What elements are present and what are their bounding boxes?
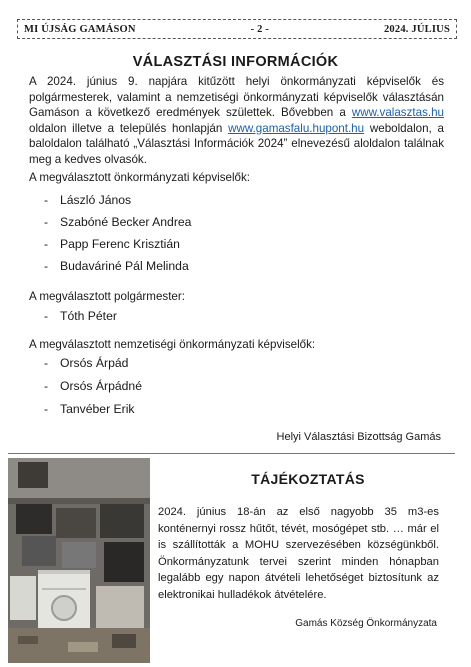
list-dash: - — [44, 215, 49, 229]
list-dash: - — [44, 309, 49, 323]
page-header — [17, 19, 457, 39]
page-number: - 2 - — [250, 23, 270, 35]
notice-title: TÁJÉKOZTATÁS — [251, 471, 365, 487]
reps-label: A megválasztott önkormányzati képviselők: — [29, 171, 251, 184]
minority-name: Orsós Árpád — [60, 356, 129, 370]
list-dash: - — [44, 402, 49, 416]
election-signature: Helyi Választási Bizottság Gamás — [276, 431, 441, 443]
election-intro — [29, 74, 444, 168]
rep-name: Papp Ferenc Krisztián — [60, 237, 180, 251]
minority-label: A megválasztott nemzetiségi önkormányzati képviselők: — [29, 338, 316, 351]
newspaper-name: MI ÚJSÁG GAMÁSON — [24, 23, 136, 35]
notice-body: 2024. június 18-án az első nagyobb 35 m3-es konténernyi rossz hűtőt, tévét, mosógépet stb. … már el is szállították a MOHU szervezésében községünkből. Önkormányzatunk tervei szerint minden hónapban legalább egy napon átvételi lehetőséget biztosítunk az elektronikai hulladékok átvételére. — [158, 506, 439, 601]
rep-item — [44, 259, 189, 273]
election-title: VÁLASZTÁSI INFORMÁCIÓK — [132, 54, 339, 70]
section-divider — [8, 453, 455, 454]
rep-name: László János — [60, 193, 132, 207]
rep-name: Szabóné Becker Andrea — [60, 215, 192, 229]
rep-name: Budaváriné Pál Melinda — [60, 259, 189, 273]
e-waste-photo — [8, 458, 150, 663]
notice-signature: Gamás Község Önkormányzata — [295, 618, 437, 629]
minority-item — [44, 402, 135, 416]
intro-text-1: A 2024. június 9. napjára kitűzött helyi önkormányzati képviselők és polgármesterek, valamint a nemzetiségi önkormányzati képviselők választásán Gamáson a következő eredmények születtek. Bővebben a — [29, 75, 444, 120]
list-dash: - — [44, 379, 49, 393]
list-dash: - — [44, 193, 49, 207]
minority-item — [44, 379, 142, 393]
list-dash: - — [44, 356, 49, 370]
list-dash: - — [44, 259, 49, 273]
mayor-item — [44, 309, 117, 323]
valasztas-link[interactable]: www.valasztas.hu — [351, 106, 444, 120]
gamasfalu-link[interactable]: www.gamasfalu.hupont.hu — [228, 121, 365, 135]
rep-item — [44, 193, 131, 207]
minority-name: Orsós Árpádné — [60, 379, 142, 393]
list-dash: - — [44, 237, 49, 251]
intro-text-2: oldalon illetve a település honlapján — [29, 121, 229, 135]
rep-item — [44, 215, 191, 229]
intro-text-3: weboldalon, a baloldalon található „Választási Információk 2024” elnevezésű aloldalon találnak meg a kedves olvasók. — [29, 121, 444, 166]
issue-date: 2024. JÚLIUS — [383, 23, 450, 35]
rep-item — [44, 237, 180, 251]
minority-item — [44, 356, 128, 370]
mayor-name: Tóth Péter — [60, 309, 117, 323]
minority-name: Tanvéber Erik — [60, 402, 135, 416]
mayor-label: A megválasztott polgármester: — [29, 290, 185, 303]
